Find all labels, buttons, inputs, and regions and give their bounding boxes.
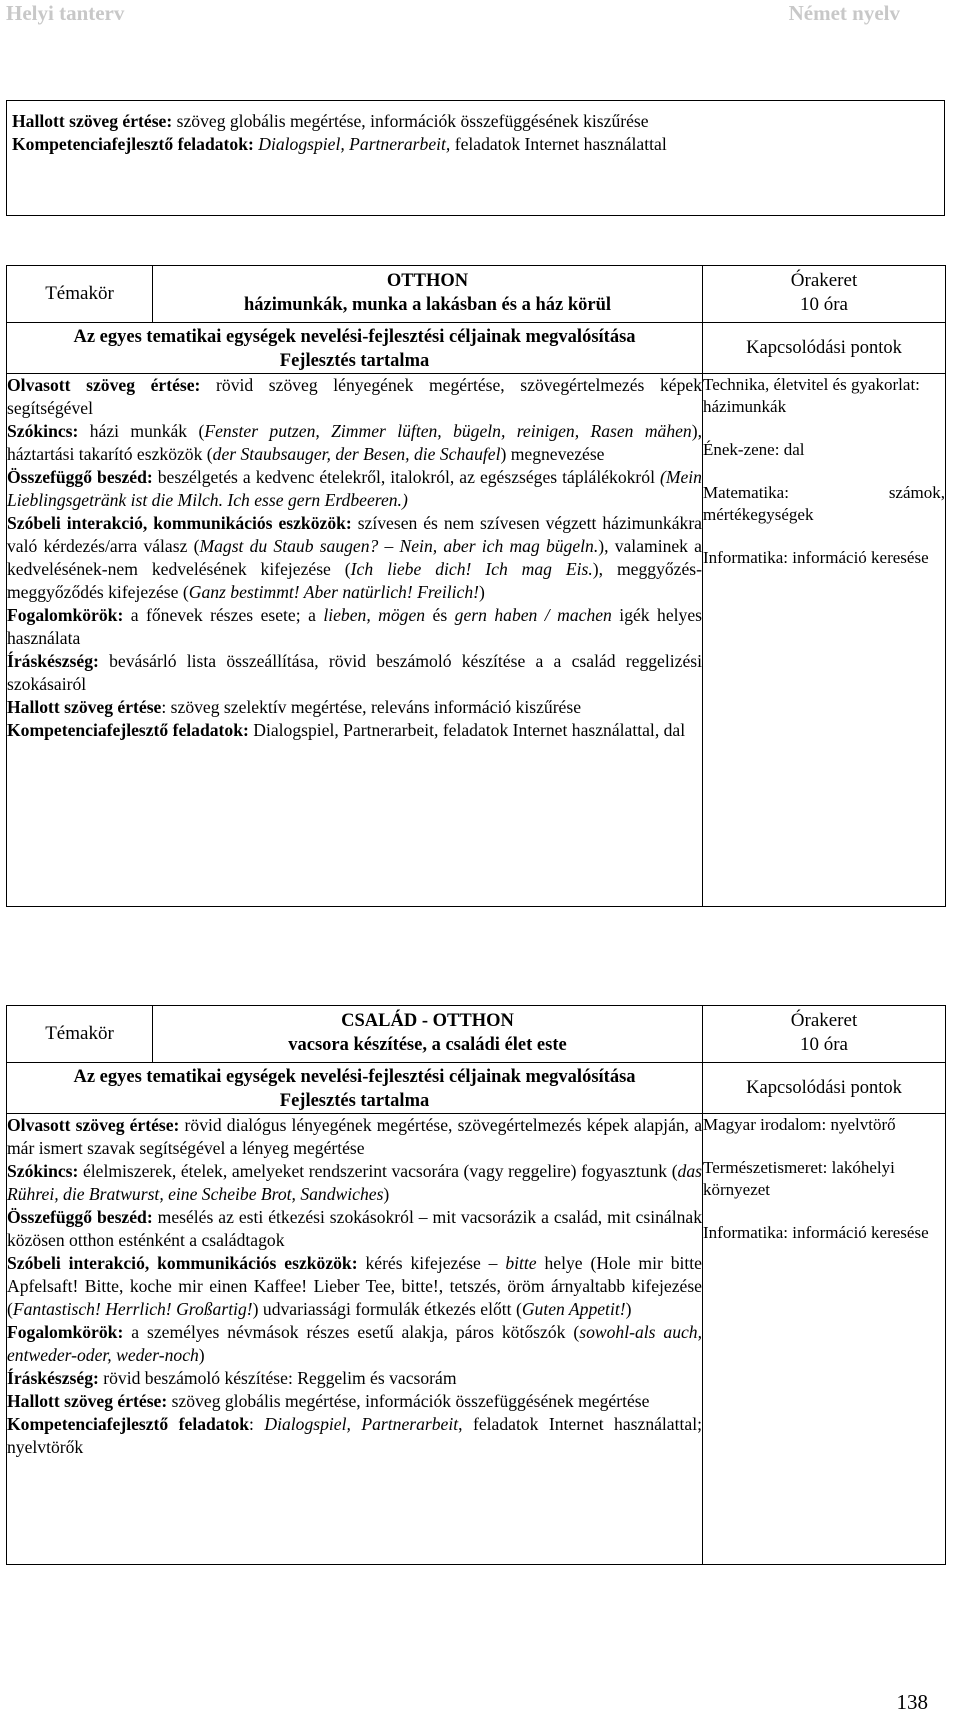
text: helye (Hole mir bitte Apfelsaft! Bitte, koche mir einen Kaffee! Lieber Tee, bitte!, tetszés, öröm árnyaltabb kifejezése ( <box>7 1253 702 1319</box>
goals-header: Az egyes tematikai egységek nevelési-fejlesztési céljainak megvalósítása <box>73 327 636 347</box>
page-header <box>0 0 960 34</box>
content-paragraph <box>7 1321 702 1367</box>
topic-title: OTTHON <box>386 271 469 291</box>
text: : szöveg szelektív megértése, releváns információ kiszűrése <box>161 697 582 717</box>
link-item: Matematika: számok, mértékegységek <box>703 483 945 524</box>
fejlesztes-header: Fejlesztés tartalma <box>279 351 430 371</box>
italic-text: gern haben / machen <box>454 605 612 625</box>
text: ) megnevezése <box>500 444 605 464</box>
label: Összefüggő beszéd: <box>7 467 153 487</box>
italic-text: bitte <box>505 1253 537 1273</box>
label: Szókincs: <box>7 421 79 441</box>
temakor-cell <box>7 266 153 323</box>
link-item: Magyar irodalom: nyelvtörő <box>703 1115 896 1134</box>
page-number: 138 <box>896 1690 928 1714</box>
topic-title-cell <box>153 1006 703 1063</box>
text: rövid beszámoló készítése: Reggelim és vacsorám <box>98 1368 457 1388</box>
content-paragraph <box>7 1206 702 1252</box>
link-item: Ének-zene: dal <box>703 440 805 459</box>
text: Dialogspiel, Partnerarbeit, feladatok Internet használattal, dal <box>248 720 686 740</box>
text: élelmiszerek, ételek, amelyeket rendszerint vacsorára (vagy reggelire) fogyasztunk ( <box>78 1161 678 1181</box>
italic-text: Fenster putzen, Zimmer lüften, bügeln, reinigen, Rasen mähen <box>204 421 692 441</box>
text: ) <box>383 1184 390 1204</box>
header-right: Német nyelv <box>788 1 900 25</box>
topic-table-csalad-otthon <box>6 1005 946 1565</box>
label: Kompetenciafejlesztő feladatok <box>7 1414 250 1434</box>
italic-text: Dialogspiel, Partnerarbeit <box>264 1414 459 1434</box>
label: Fogalomkörök: <box>7 605 124 625</box>
label: Hallott szöveg értése: <box>12 111 173 131</box>
text: ) <box>479 582 485 602</box>
label: Kompetenciafejlesztő feladatok: <box>12 134 254 154</box>
content-paragraph <box>7 696 702 719</box>
text: beszélgetés a kedvenc ételekről, italokról, az egészséges táplálékokról <box>152 467 660 487</box>
text: ) udvariassági formulák étkezés előtt ( <box>252 1299 522 1319</box>
text: , feladatok Internet használattal; nyelvtörők <box>7 1414 702 1457</box>
italic-text: das Rührei, die Bratwurst, eine Scheibe Brot, Sandwiches <box>7 1161 702 1204</box>
label: Szóbeli interakció, kommunikációs eszközök: <box>7 513 352 533</box>
paragraph <box>12 133 700 156</box>
links-cell <box>703 374 946 907</box>
orakeret-label: Órakeret <box>790 270 858 291</box>
label: Kompetenciafejlesztő feladatok: <box>7 720 249 740</box>
italic-text: (Mein Lieblingsgetränk ist die Milch. Ich esse gern Erdbeeren.) <box>7 467 702 510</box>
label: Hallott szöveg értése <box>7 697 162 717</box>
text: szívesen és nem szívesen végzett házimunkákra való kérdezés/arra válasz ( <box>7 513 702 556</box>
italic-text: Magst du Staub saugen? – Nein, aber ich mag bügeln. <box>199 536 599 556</box>
text: házi munkák ( <box>78 421 205 441</box>
text: igék helyes használata <box>7 605 702 648</box>
link-item: Természetismeret: lakóhelyi környezet <box>703 1158 895 1199</box>
label: Olvasott szöveg értése: <box>7 375 201 395</box>
text: és <box>425 605 455 625</box>
content-paragraph <box>7 512 702 604</box>
content-paragraph <box>7 1390 702 1413</box>
text: mesélés az esti étkezési szokásokról – mit vacsorázik a család, mit csinálnak közösen otthon esténként a családtagok <box>7 1207 702 1250</box>
italic-text: Ganz bestimmt! Aber natürlich! Freilich! <box>188 582 479 602</box>
text: kérés kifejezése – <box>357 1253 506 1273</box>
orakeret-value: 10 óra <box>799 294 848 315</box>
text: ), meggyőzés-meggyőződés kifejezése ( <box>7 559 702 602</box>
temakor-label: Témakör <box>45 1023 114 1044</box>
link-item: Informatika: információ keresése <box>703 1223 929 1242</box>
label: Olvasott szöveg értése: <box>7 1115 180 1135</box>
label: Összefüggő beszéd: <box>7 1207 153 1227</box>
text: bevásárló lista összeállítása, rövid beszámoló készítése a a család reggelizési szokásairól <box>7 651 702 694</box>
goals-header-cell <box>7 1063 703 1114</box>
content-paragraph <box>7 420 702 466</box>
links-cell <box>703 1114 946 1565</box>
topic-subtitle: házimunkák, munka a lakásban és a ház körül <box>243 295 612 315</box>
label: Hallott szöveg értése: <box>7 1391 168 1411</box>
content-paragraph <box>7 1114 702 1160</box>
text: rövid szöveg lényegének megértése, szövegértelmezés képek segítségével <box>7 375 702 418</box>
text: ) <box>198 1345 205 1365</box>
topic-title: CSALÁD - OTTHON <box>341 1011 514 1031</box>
orakeret-cell <box>703 1006 946 1063</box>
content-paragraph <box>7 374 702 420</box>
content-paragraph <box>7 1413 702 1459</box>
link-item: Technika, életvitel és gyakorlat: házimunkák <box>703 375 920 416</box>
italic-text: sowohl-als auch, entweder-oder, weder-noch <box>7 1322 703 1365</box>
paragraph <box>12 110 700 133</box>
italic-text: lieben, mögen <box>323 605 426 625</box>
topic-table-otthon <box>6 265 946 907</box>
content-paragraph <box>7 719 702 742</box>
link-item: Informatika: információ keresése <box>703 548 929 567</box>
text: ) <box>625 1299 632 1319</box>
italic-text: der Staubsauger, der Besen, die Schaufel <box>212 444 501 464</box>
label: Fogalomkörök: <box>7 1322 124 1342</box>
temakor-label: Témakör <box>45 283 114 304</box>
text: rövid dialógus lényegének megértése, szövegértelmezés képek alapján, a már ismert szavak segítségével a lényeg megértése <box>7 1115 703 1158</box>
text: : <box>249 1414 265 1434</box>
orakeret-cell <box>703 266 946 323</box>
label: Szóbeli interakció, kommunikációs eszközök: <box>7 1253 358 1273</box>
text: a főnevek részes esete; a <box>123 605 324 625</box>
label: Íráskészség: <box>7 651 99 671</box>
fejlesztes-header: Fejlesztés tartalma <box>279 1091 430 1111</box>
label: Íráskészség: <box>7 1368 99 1388</box>
kapcsolodasi-header: Kapcsolódási pontok <box>746 1078 902 1098</box>
content-paragraph <box>7 1160 702 1206</box>
topic-subtitle: vacsora készítése, a családi élet este <box>288 1035 567 1055</box>
text: szöveg globális megértése, információk összefüggésének kiszűrése <box>172 111 649 131</box>
content-paragraph <box>7 466 702 512</box>
italic-text: Guten Appetit! <box>521 1299 626 1319</box>
orakeret-value: 10 óra <box>799 1034 848 1055</box>
content-paragraph <box>7 1367 702 1390</box>
italic-text: Dialogspiel, Partnerarbeit, <box>253 134 451 154</box>
continuation-box <box>6 100 945 216</box>
topic-title-cell <box>153 266 703 323</box>
text: szöveg globális megértése, információk összefüggésének megértése <box>167 1391 650 1411</box>
content-cell <box>7 374 703 907</box>
text: a személyes névmások részes esetű alakja, páros kötőszók ( <box>123 1322 580 1342</box>
header-left: Helyi tanterv <box>6 1 125 25</box>
text: ), háztartási takarító eszközök ( <box>7 421 702 464</box>
label: Szókincs: <box>7 1161 79 1181</box>
content-cell <box>7 1114 703 1565</box>
orakeret-label: Órakeret <box>790 1010 858 1031</box>
content-paragraph <box>7 650 702 696</box>
kapcsolodasi-header-cell <box>703 323 946 374</box>
goals-header: Az egyes tematikai egységek nevelési-fejlesztési céljainak megvalósítása <box>73 1067 636 1087</box>
content-paragraph <box>7 1252 702 1321</box>
kapcsolodasi-header: Kapcsolódási pontok <box>746 338 902 358</box>
text: feladatok Internet használattal <box>450 134 667 154</box>
text: ), valaminek a kedvelésének-nem kedvelésének kifejezése ( <box>7 536 702 579</box>
content-paragraph <box>7 604 702 650</box>
kapcsolodasi-header-cell <box>703 1063 946 1114</box>
temakor-cell <box>7 1006 153 1063</box>
italic-text: Ich liebe dich! Ich mag Eis. <box>350 559 593 579</box>
goals-header-cell <box>7 323 703 374</box>
italic-text: Fantastisch! Herrlich! Großartig! <box>12 1299 253 1319</box>
